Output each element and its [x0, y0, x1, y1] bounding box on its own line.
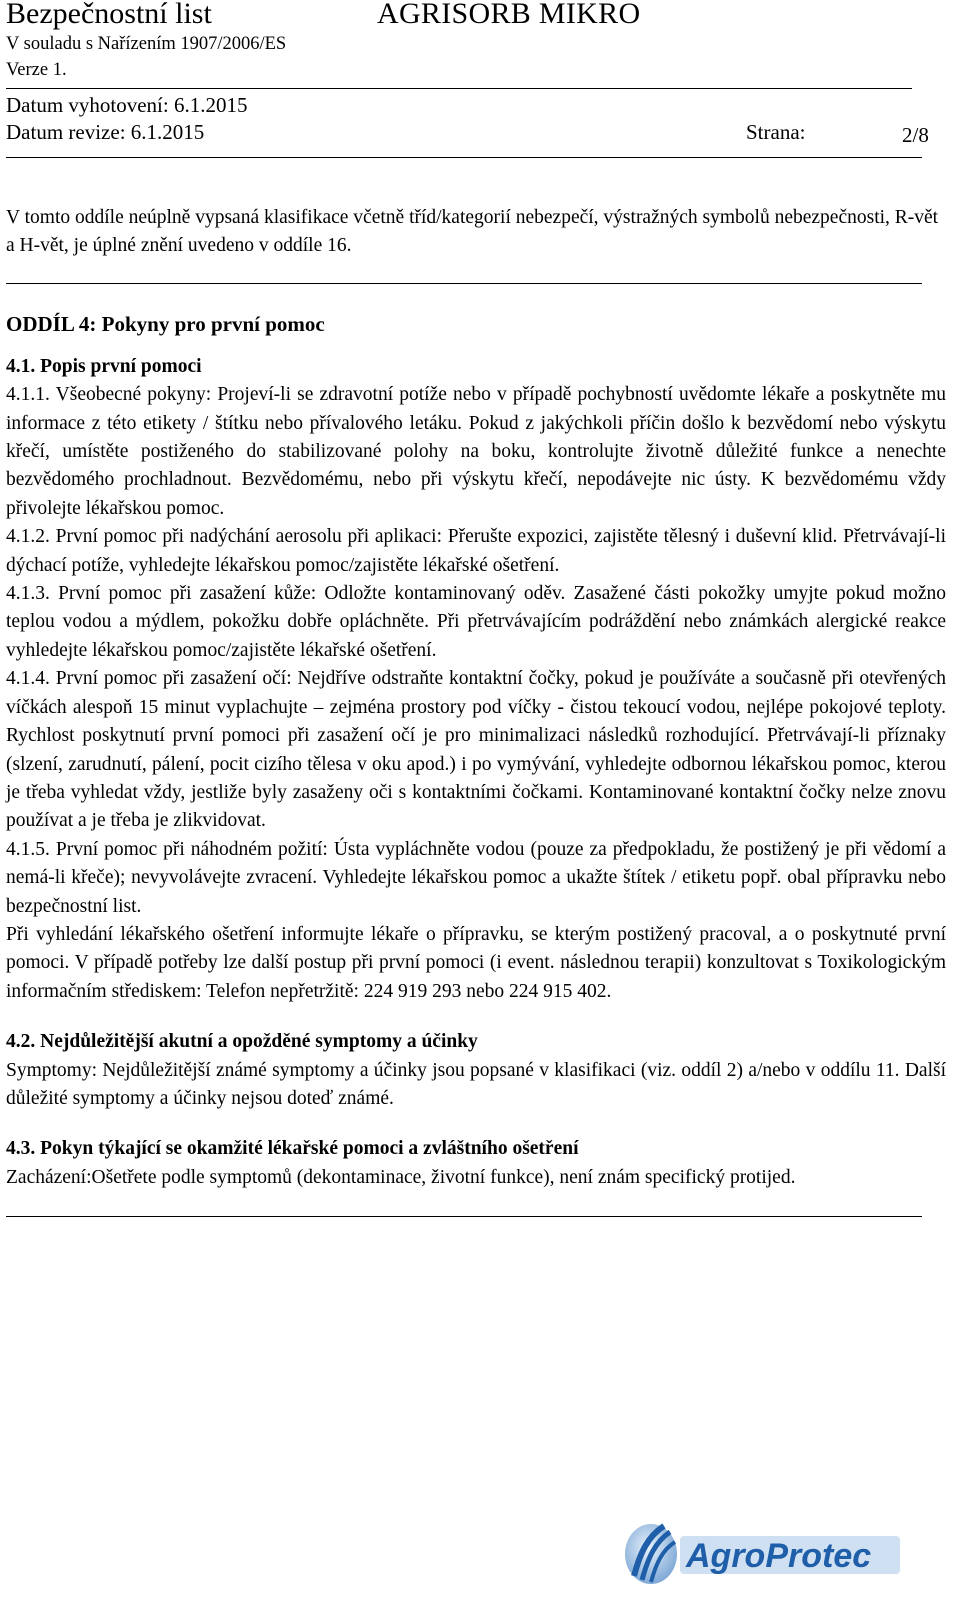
version-line: Verze 1.: [6, 60, 67, 80]
paragraph-4-1-4: 4.1.4. První pomoc při zasažení očí: Nejdříve odstraňte kontaktní čočky, pokud je používáte a současně při otevřených víčkách alespoň 15 minut vyplachujte – zejména prostory pod víčky - čistou tekoucí vodou, nejlépe pokojové teploty. Rychlost poskytnutí první pomoci při zasažení očí je pro minimalizaci následků rozhodující. Přetrvávají-li příznaky (slzení, zarudnutí, pálení, pocit cizího tělesa v oku apod.) i po vymývání, vyhledejte odbornou lékařskou pomoc, kterou je třeba vyhledat vždy, jestliže byly zasaženy oči s kontaktními čočkami. Kontaminované kontaktní čočky nelze znovu používat a je třeba je zlikvidovat.: [6, 668, 946, 832]
logo-text-agro: Agro: [686, 1537, 766, 1575]
svg-text:AgroProtec: [685, 1537, 871, 1575]
date-created: Datum vyhotovení: 6.1.2015: [6, 93, 248, 117]
subsection-4-3-heading: 4.3. Pokyn týkající se okamžité lékařské pomoci a zvláštního ošetření: [6, 1138, 579, 1160]
date-revised-row: [6, 117, 946, 147]
header-top: [6, 0, 946, 30]
paragraph-4-1-2: 4.1.2. První pomoc při nadýchání aerosolu při aplikaci: Přerušte expozici, zajistěte tělesný i duševní klid. Přetrvávají-li dýchací potíže, vyhledejte lékařskou pomoc/zajistěte lékařské ošetření.: [6, 526, 946, 576]
product-name: AGRISORB MIKRO: [377, 0, 641, 30]
document-title: Bezpečnostní list: [6, 0, 212, 30]
date-created-row: [6, 90, 946, 120]
paragraph-4-3: Zacházení:Ošetřete podle symptomů (dekontaminace, životní funkce), není znám specifický protijed.: [6, 1166, 796, 1188]
logo-text-protec: Protec: [765, 1537, 872, 1575]
paragraph-4-1-1: 4.1.1. Všeobecné pokyny: Projeví-li se zdravotní potíže nebo v případě pochybností uvědomte lékaře a poskytněte mu informace z této etikety / štítku nebo přívalového letáku. Pokud z jakýchkoli příčin došlo k bezvědomí nebo výskytu křečí, umístěte postiženého do stabilizované polohy na boku, kontrolujte životně důležité funkce a nenechte bezvědomého prochladnout. Bezvědomému, nebo při výskytu křečí, nepodávejte nic ústy. K bezvědomému vždy přivolejte lékařskou pomoc.: [6, 384, 946, 519]
page-number: 2/8: [902, 123, 929, 147]
subsection-4-2-heading: 4.2. Nejdůležitější akutní a opožděné symptomy a účinky: [6, 1031, 478, 1053]
section-4-title: ODDÍL 4: Pokyny pro první pomoc: [6, 311, 325, 336]
agroprotec-logo-graphic: [620, 1518, 902, 1590]
date-revised: Datum revize: 6.1.2015: [6, 120, 205, 144]
paragraph-4-2: Symptomy: Nejdůležitější známé symptomy a účinky jsou popsané v klasifikaci (viz. oddíl 2) a/nebo v oddílu 11. Další důležité symptomy a účinky nejsou doteď známé.: [6, 1059, 946, 1109]
section-divider: [6, 283, 922, 284]
paragraph-4-1-3: 4.1.3. První pomoc při zasažení kůže: Odložte kontaminovaný oděv. Zasažené části pokožky umyjte pokud možno teplou vodou a mýdlem, pokožku dobře opláchněte. Při přetrvávajícím podráždění nebo známkách alergické reakce vyhledejte lékařskou pomoc/zajistěte lékařské ošetření.: [6, 583, 946, 661]
header-divider: [6, 88, 912, 89]
subsection-4-1-heading: 4.1. Popis první pomoci: [6, 355, 202, 377]
document-page: [6, 0, 946, 1217]
paragraph-4-1-5: 4.1.5. První pomoc při náhodném požití: Ústa vypláchněte vodou (pouze za předpokladu, že postižený je při vědomí a nemá-li křeče); nevyvolávejte zvracení. Vyhledejte lékařskou pomoc a ukažte štítek / etiketu popř. obal přípravku nebo bezpečnostní list.: [6, 838, 946, 917]
header-bottom-divider: [6, 157, 922, 158]
page-label: Strana:: [746, 120, 806, 144]
regulation-line: V souladu s Nařízením 1907/2006/ES: [6, 34, 287, 54]
agroprotec-logo: [620, 1518, 902, 1590]
intro-note: V tomto oddíle neúplně vypsaná klasifikace včetně tříd/kategorií nebezpečí, výstražných symbolů nebezpečnosti, R-vět a H-vět, je úplné znění uvedeno v oddíle 16.: [6, 207, 939, 257]
footer-divider: [6, 1216, 922, 1217]
paragraph-medical-info: Při vyhledání lékařského ošetření informujte lékaře o přípravku, se kterým postižený pracoval, a o poskytnuté první pomoci. V případě potřeby lze další postup při první pomoci (i event. následnou terapii) konzultovat s Toxikologickým informačním střediskem: Telefon nepřetržitě: 224 919 293 nebo 224 915 402.: [6, 923, 946, 1002]
